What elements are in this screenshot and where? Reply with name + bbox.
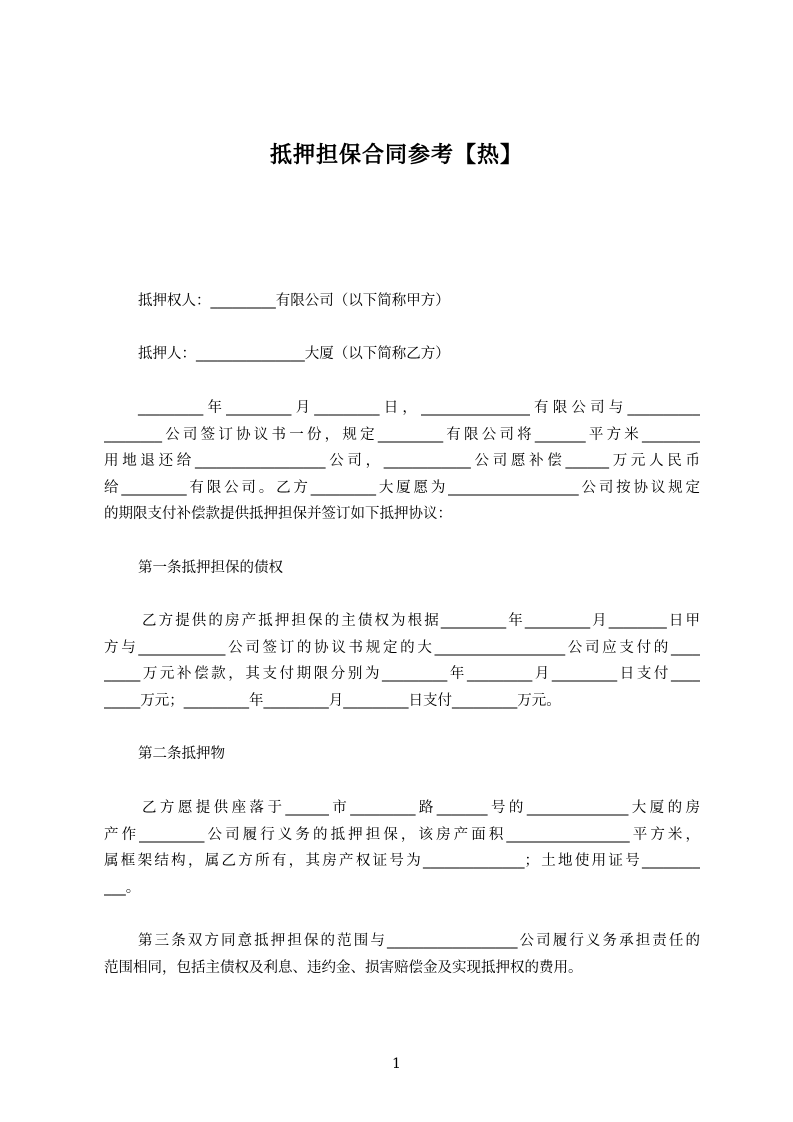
paragraph-line: _____万元补偿款，其支付期限分别为_________年_________月_________日支付____ xyxy=(104,666,700,682)
page-number: 1 xyxy=(392,1056,401,1072)
party-mortgagee xyxy=(104,288,700,315)
paragraph-line: 产作_________公司履行义务的抵押担保，该房产面积_________________平方米， xyxy=(104,826,700,843)
paragraph-line: ________公司签订协议书一份，规定_________有限公司将_______平方米________ xyxy=(104,426,700,443)
article-heading-text: 第一条抵押担保的债权 xyxy=(138,560,283,576)
article2-paragraph xyxy=(104,795,700,901)
paragraph-line: 乙方愿提供座落于______市_________路_______号的______________大厦的房 xyxy=(142,800,700,816)
party-mortgagee-text: 抵押权人：_________有限公司（以下简称甲方） xyxy=(138,293,450,309)
paragraph-line: 方与____________公司签订的协议书规定的大__________________公司应支付的____ xyxy=(104,639,700,656)
article3-paragraph xyxy=(104,928,700,981)
paragraph-line: ___。 xyxy=(104,879,141,896)
paragraph-line: 范围相同，包括主债权及利息、违约金、损害赔偿金及实现抵押权的费用。 xyxy=(104,959,583,976)
article2-heading xyxy=(104,741,700,768)
paragraph-line: _________年_________月_________日，_______________有限公司与__________ xyxy=(138,400,700,416)
paragraph-line: 给_________有限公司。乙方_________大厦愿为__________________公司按协议规定 xyxy=(104,479,700,496)
article1-heading xyxy=(104,555,700,582)
party-mortgagor xyxy=(104,341,700,368)
party-mortgagor-text: 抵押人：_______________大厦（以下简称乙方） xyxy=(138,346,450,362)
article-heading-text: 第二条抵押物 xyxy=(138,746,225,762)
intro-paragraph xyxy=(104,395,700,528)
paragraph-line: _____万元；_________年_________月_________日支付_________万元。 xyxy=(104,692,561,709)
paragraph-line: 乙方提供的房产抵押担保的主债权为根据_________年_________月________日甲 xyxy=(142,613,700,629)
document-title: 抵押担保合同参考【热】 xyxy=(269,143,523,168)
article1-paragraph xyxy=(104,608,700,714)
paragraph-line: 的期限支付补偿款提供抵押担保并签订如下抵押协议： xyxy=(104,506,452,522)
paragraph-line: 第三条双方同意抵押担保的范围与__________________公司履行义务承担责任的 xyxy=(138,933,700,949)
paragraph-line: 用地退还给__________________公司，____________公司愿补偿______万元人民币 xyxy=(104,453,700,469)
paragraph-line: 属框架结构，属乙方所有，其房产权证号为______________；土地使用证号________ xyxy=(104,853,700,869)
